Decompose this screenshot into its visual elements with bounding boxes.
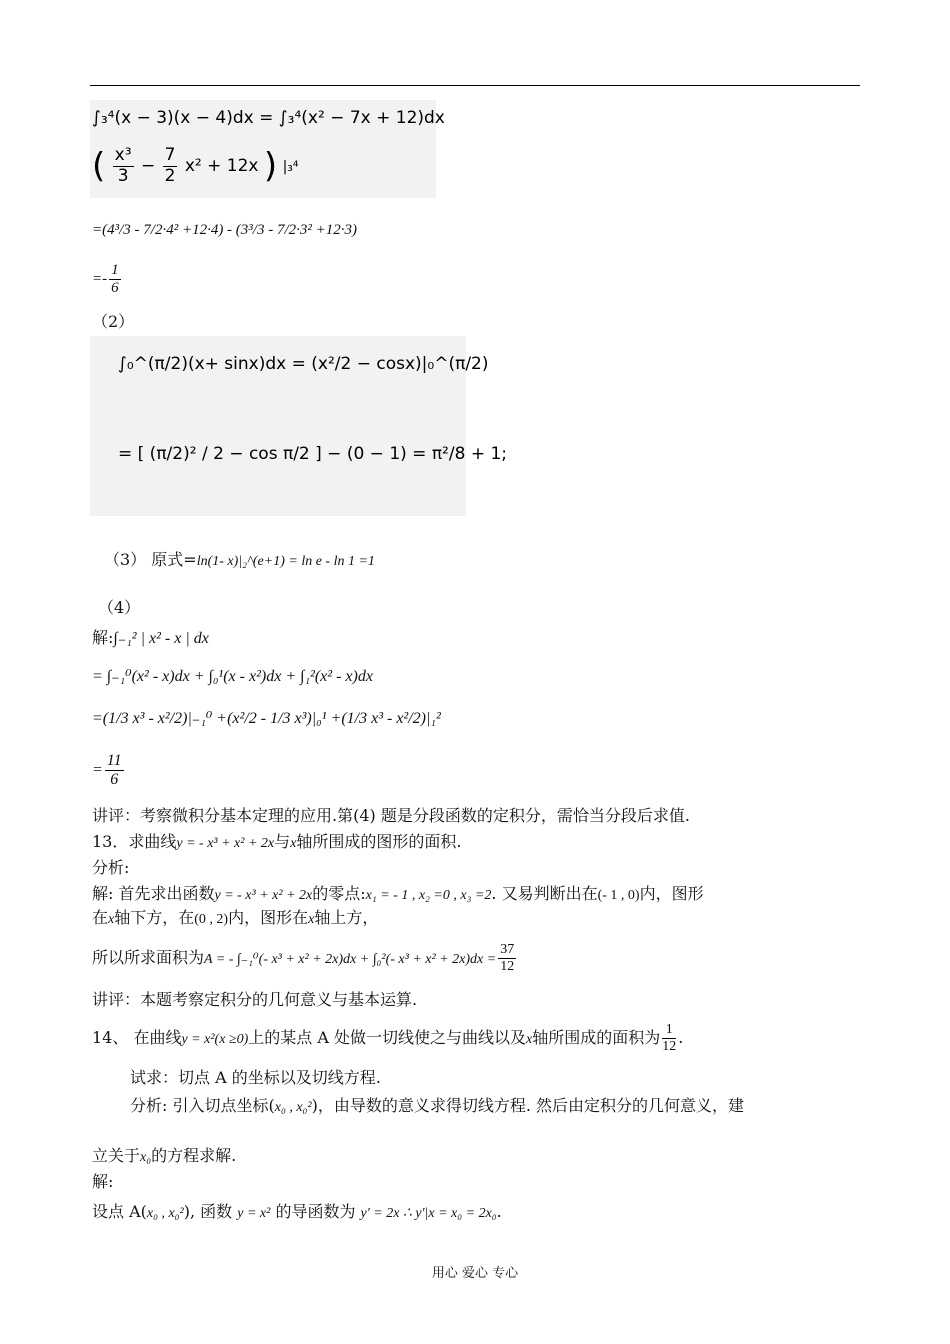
equation-1-result: =- $\frac{1}{6}$: [92, 262, 119, 297]
equation-image-2: [90, 336, 508, 516]
solution-14-label: 解:: [92, 1172, 114, 1191]
part-4-line-3: =(1/3 x³ - x²/2)|₋₁⁰ +(x²/2 - 1/3 x³)|₀¹ +(1/3 x³ - x²/2)|₁²: [92, 710, 441, 727]
page-footer: 用心 爱心 专心: [431, 1266, 519, 1281]
solution-13-line-1: 解: 首先求出函数y = - x³ + x² + 2x的零点:x₁ = - 1 , x₂ =0 , x₃ =2. 又易判断出在(- 1 , 0)内，图形: [92, 884, 704, 903]
part-4-label: （4）: [98, 598, 141, 617]
question-14-ask: 试求：切点 A 的坐标以及切线方程.: [130, 1068, 381, 1087]
comment-2: 讲评：本题考察定积分的几何意义与基本运算.: [92, 990, 418, 1009]
part-4-line-1: 解:∫₋₁² | x² - x | dx: [92, 628, 209, 647]
equation-1-expansion: =(4³/3 - 7/2·4² +12·4) - (3³/3 - 7/2·3² +12·3): [92, 222, 357, 238]
question-14: 14、 在曲线y = x²(x ≥0)上的某点 A 处做一切线使之与曲线以及x轴所围成的面积为 $\frac{1}{12}$ .: [92, 1022, 684, 1055]
question-13: 13．求曲线y = - x³ + x² + 2x与x轴所围成的图形的面积.: [92, 832, 462, 851]
part-2-label: （2）: [92, 312, 135, 331]
equation-2-line-2: = [ (π/2)² / 2 − cos π/2 ] − (0 − 1) = π²/8 + 1;: [118, 444, 508, 464]
part-4-line-2: = ∫₋₁⁰(x² - x)dx + ∫₀¹(x - x²)dx + ∫₁²(x² - x)dx: [92, 668, 373, 685]
analysis-14-line-2: 立关于x₀的方程求解.: [92, 1146, 237, 1165]
analysis-13: 分析:: [92, 858, 130, 877]
solution-14-line: 设点 A(x₀ , x₀²), 函数 y = x² 的导函数为 y' = 2x ∴ y'|x = x₀ = 2x₀.: [92, 1202, 502, 1221]
equation-2-line-1: ∫₀^(π/2)(x+ sinx)dx = (x²/2 − cosx)|₀^(π/2): [118, 354, 489, 374]
part-3: （3） 原式=ln(1- x)|₂^(e+1) = ln e - ln 1 =1: [104, 550, 375, 569]
equation-image-1: [90, 100, 445, 198]
header-rule: [90, 85, 860, 86]
analysis-14-line-1: 分析: 引入切点坐标(x₀ , x₀²)，由导数的意义求得切线方程. 然后由定积分的几何意义，建: [130, 1096, 745, 1115]
equation-1-line-2: ( $\frac{\text{x³}}{3}$ − $\frac{7}{2}$ x² + 12x ) |₃⁴: [92, 145, 299, 187]
equation-1-line-1: ∫₃⁴(x − 3)(x − 4)dx = ∫₃⁴(x² − 7x + 12)dx: [92, 108, 445, 128]
solution-13-line-2: 在x轴下方，在(0 , 2)内，图形在x轴上方，: [92, 908, 379, 927]
area-line: 所以所求面积为A = - ∫₋₁⁰(- x³ + x² + 2x)dx + ∫₀²(- x³ + x² + 2x)dx = $\frac{37}{12}$: [92, 942, 515, 975]
part-4-result: = $\frac{11}{6}$: [92, 752, 122, 789]
comment-1: 讲评：考察微积分基本定理的应用.第(4) 题是分段函数的定积分，需恰当分段后求值.: [92, 806, 690, 825]
